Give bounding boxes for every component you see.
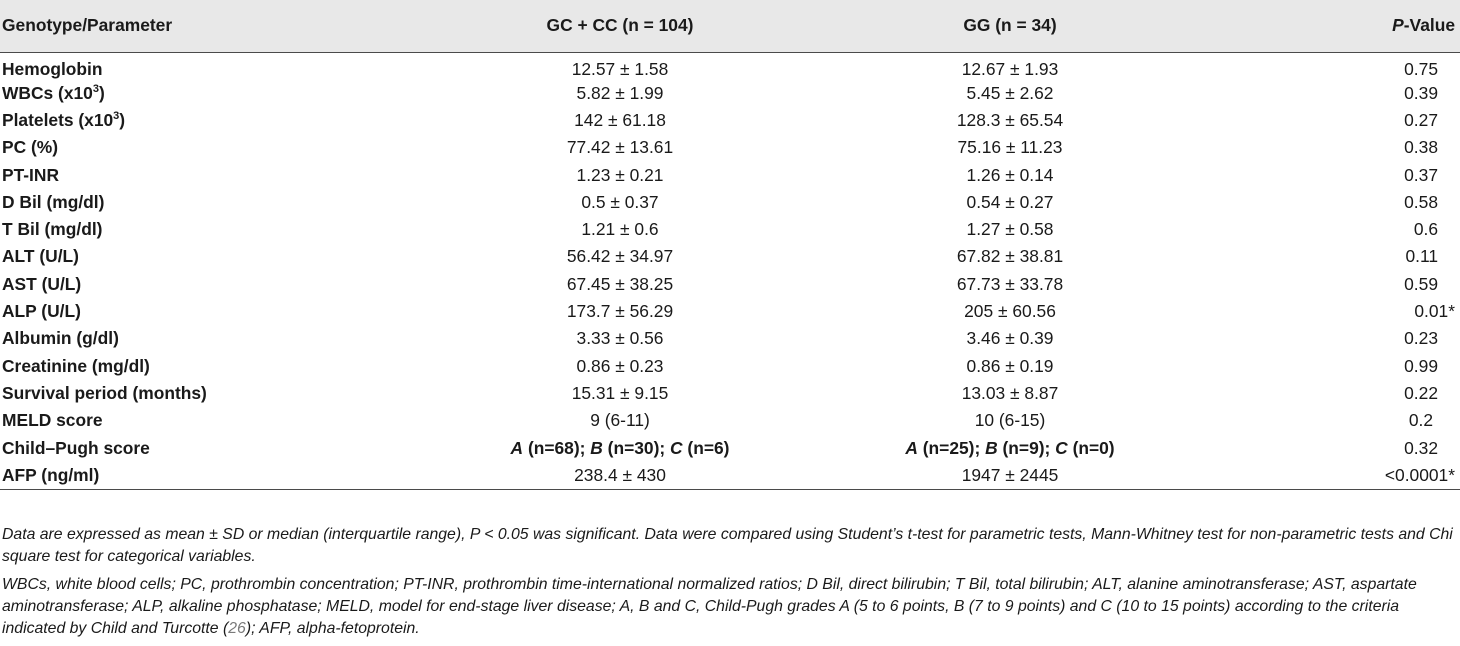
table-row bbox=[0, 298, 1460, 325]
row-param bbox=[0, 325, 380, 352]
row-p-value: 0.39 bbox=[1404, 82, 1438, 103]
table-row bbox=[0, 80, 1460, 107]
table-row bbox=[0, 243, 1460, 270]
row-p-value: 0.38 bbox=[1404, 137, 1438, 158]
row-p-value: 0.37 bbox=[1404, 164, 1438, 185]
row-gc-value: 15.31 ± 9.15 bbox=[571, 382, 669, 403]
table-row bbox=[0, 189, 1460, 216]
param-label: Hemoglobin bbox=[2, 58, 103, 79]
row-gc-value: 1.23 ± 0.21 bbox=[576, 164, 664, 185]
param-label: T Bil (mg/dl) bbox=[2, 219, 103, 240]
row-gg-grades bbox=[800, 434, 1250, 461]
header-p-value bbox=[1250, 0, 1460, 52]
grade-b: B bbox=[590, 437, 603, 458]
row-gc-value: 142 ± 61.18 bbox=[574, 109, 666, 130]
row-p-value: 0.58 bbox=[1404, 191, 1438, 212]
row-gg-value: 128.3 ± 65.54 bbox=[956, 109, 1064, 130]
row-gg-value: 67.73 ± 33.78 bbox=[956, 273, 1064, 294]
row-p-value: 0.11 bbox=[1405, 246, 1438, 267]
row-gc-value: 77.42 ± 13.61 bbox=[566, 137, 674, 158]
row-param bbox=[0, 161, 380, 188]
grade-b-count: (n=30); bbox=[602, 437, 671, 458]
row-gg-value: 1.27 ± 0.58 bbox=[966, 219, 1054, 240]
footnote-abbrev-text: WBCs, white blood cells; PC, prothrombin concentration; PT-INR, prothrombin time-international normalized ratios; D Bil, direct bilirubin; T Bil, total bilirubin; ALT, alanine aminotransferase; AST, aspartate aminotransferase; ALP, alkaline phosphatase; MELD, model for end-stage liver disease; A, B and C, Child-Pugh grades A (5 to 6 points, B (7 to 9 points) and C (10 to 15 points) according to the criteria indicated by Child and Turcotte ( bbox=[2, 576, 1417, 637]
param-label: Albumin (g/dl) bbox=[2, 328, 119, 349]
grade-a: A bbox=[905, 437, 918, 458]
table-row bbox=[0, 216, 1460, 243]
param-label: Platelets (x10 bbox=[2, 109, 114, 130]
grade-c-count: (n=0) bbox=[1067, 437, 1115, 458]
param-label: MELD score bbox=[2, 410, 103, 431]
row-gg-value: 12.67 ± 1.93 bbox=[961, 58, 1059, 79]
row-p-value: 0.32 bbox=[1404, 437, 1438, 458]
param-label: AST (U/L) bbox=[2, 273, 82, 294]
row-p-value: 0.6 bbox=[1413, 219, 1438, 240]
row-gg-value: 13.03 ± 8.87 bbox=[961, 382, 1059, 403]
param-label: ALP (U/L) bbox=[2, 301, 81, 322]
row-p-value: 0.75 bbox=[1404, 58, 1438, 79]
row-param bbox=[0, 271, 380, 298]
param-label: PC (%) bbox=[2, 137, 59, 158]
grade-a-count: (n=25); bbox=[917, 437, 986, 458]
row-gg-value: 1.26 ± 0.14 bbox=[966, 164, 1054, 185]
row-gg-value: 10 (6-15) bbox=[974, 410, 1046, 431]
param-label: PT-INR bbox=[2, 164, 60, 185]
table-row bbox=[0, 52, 1460, 80]
row-param bbox=[0, 107, 380, 134]
table-footnote-methods: Data are expressed as mean ± SD or median (interquartile range), P < 0.05 was significant. Data were compared using Student’s t-test for parametric tests, Mann-Whitney test for non-parametric tests and Chi square test for categorical variables. bbox=[2, 526, 1453, 565]
row-gc-value: 12.57 ± 1.58 bbox=[571, 58, 669, 79]
row-gc-grades bbox=[380, 434, 800, 461]
table-row bbox=[0, 271, 1460, 298]
row-param bbox=[0, 298, 380, 325]
grade-b: B bbox=[985, 437, 998, 458]
row-gc-value: 5.82 ± 1.99 bbox=[576, 82, 664, 103]
row-p-value: 0.23 bbox=[1404, 328, 1438, 349]
row-param bbox=[0, 216, 380, 243]
row-gc-value: 9 (6-11) bbox=[590, 410, 650, 431]
table-row bbox=[0, 325, 1460, 352]
param-label: WBCs (x10 bbox=[2, 82, 93, 103]
row-gc-value: 56.42 ± 34.97 bbox=[566, 246, 674, 267]
header-p-italic: P bbox=[1392, 15, 1404, 36]
table-row-child-pugh bbox=[0, 434, 1460, 461]
row-gg-value: 5.45 ± 2.62 bbox=[966, 82, 1054, 103]
table-row bbox=[0, 161, 1460, 188]
table-row-afp bbox=[0, 462, 1460, 490]
row-gg-value: 75.16 ± 11.23 bbox=[957, 137, 1063, 158]
grade-a-count: (n=68); bbox=[523, 437, 591, 458]
param-label: Creatinine (mg/dl) bbox=[2, 355, 150, 376]
row-param bbox=[0, 189, 380, 216]
grade-a: A bbox=[510, 437, 524, 458]
param-label: Survival period (months) bbox=[2, 382, 207, 403]
table-header-row bbox=[0, 0, 1460, 52]
grade-c: C bbox=[1055, 437, 1068, 458]
row-gg-value: 0.86 ± 0.19 bbox=[966, 355, 1054, 376]
row-param bbox=[0, 80, 380, 107]
row-gc-value: 173.7 ± 56.29 bbox=[566, 301, 674, 322]
row-param bbox=[0, 134, 380, 161]
row-param bbox=[0, 380, 380, 407]
table-row bbox=[0, 107, 1460, 134]
grade-c: C bbox=[670, 437, 683, 458]
row-gg-value: 1947 ± 2445 bbox=[961, 464, 1059, 485]
header-p-rest: -Value bbox=[1403, 15, 1455, 36]
row-p-value: 0.59 bbox=[1404, 273, 1438, 294]
reference-link[interactable]: 26 bbox=[228, 620, 246, 637]
param-superscript: 3 bbox=[113, 109, 120, 122]
row-param bbox=[0, 352, 380, 379]
row-p-value: 0.27 bbox=[1404, 109, 1438, 130]
row-gc-value: 1.21 ± 0.6 bbox=[581, 219, 659, 240]
footnote-abbrev-end: ); AFP, alpha-fetoprotein. bbox=[245, 620, 420, 637]
header-parameter: Genotype/Parameter bbox=[2, 15, 173, 36]
param-label: D Bil (mg/dl) bbox=[2, 191, 105, 212]
row-gc-value: 67.45 ± 38.25 bbox=[566, 273, 674, 294]
row-p-value: 0.99 bbox=[1404, 355, 1438, 376]
row-p-value: 0.01* bbox=[1414, 301, 1455, 322]
row-gg-value: 67.82 ± 38.81 bbox=[956, 246, 1064, 267]
header-gc-cc: GC + CC (n = 104) bbox=[546, 15, 694, 36]
row-gg-value: 3.46 ± 0.39 bbox=[966, 328, 1054, 349]
row-gg-value: 205 ± 60.56 bbox=[964, 301, 1056, 322]
table-row bbox=[0, 407, 1460, 434]
row-gc-value: 238.4 ± 430 bbox=[574, 464, 666, 485]
header-gg: GG (n = 34) bbox=[963, 15, 1057, 36]
grade-b-count: (n=9); bbox=[997, 437, 1056, 458]
param-label-end: ) bbox=[98, 82, 105, 103]
row-gc-value: 3.33 ± 0.56 bbox=[576, 328, 664, 349]
row-param bbox=[0, 407, 380, 434]
table-row bbox=[0, 352, 1460, 379]
grade-c-count: (n=6) bbox=[682, 437, 730, 458]
row-gc-value: 0.86 ± 0.23 bbox=[576, 355, 664, 376]
table-row bbox=[0, 134, 1460, 161]
row-param: Child–Pugh score bbox=[2, 437, 150, 458]
row-param bbox=[0, 52, 380, 80]
row-param: AFP (ng/ml) bbox=[2, 464, 100, 485]
table-row bbox=[0, 380, 1460, 407]
row-param bbox=[0, 243, 380, 270]
row-gc-value: 0.5 ± 0.37 bbox=[581, 191, 659, 212]
table-body bbox=[0, 52, 1460, 490]
param-label-end: ) bbox=[119, 109, 126, 130]
param-label: ALT (U/L) bbox=[2, 246, 79, 267]
row-gg-value: 0.54 ± 0.27 bbox=[966, 191, 1054, 212]
row-p-value: 0.22 bbox=[1404, 382, 1438, 403]
row-p-value: <0.0001* bbox=[1384, 464, 1455, 485]
table-footnote-abbreviations bbox=[2, 574, 1454, 640]
row-p-value: 0.2 bbox=[1408, 410, 1433, 431]
param-superscript: 3 bbox=[92, 82, 99, 95]
